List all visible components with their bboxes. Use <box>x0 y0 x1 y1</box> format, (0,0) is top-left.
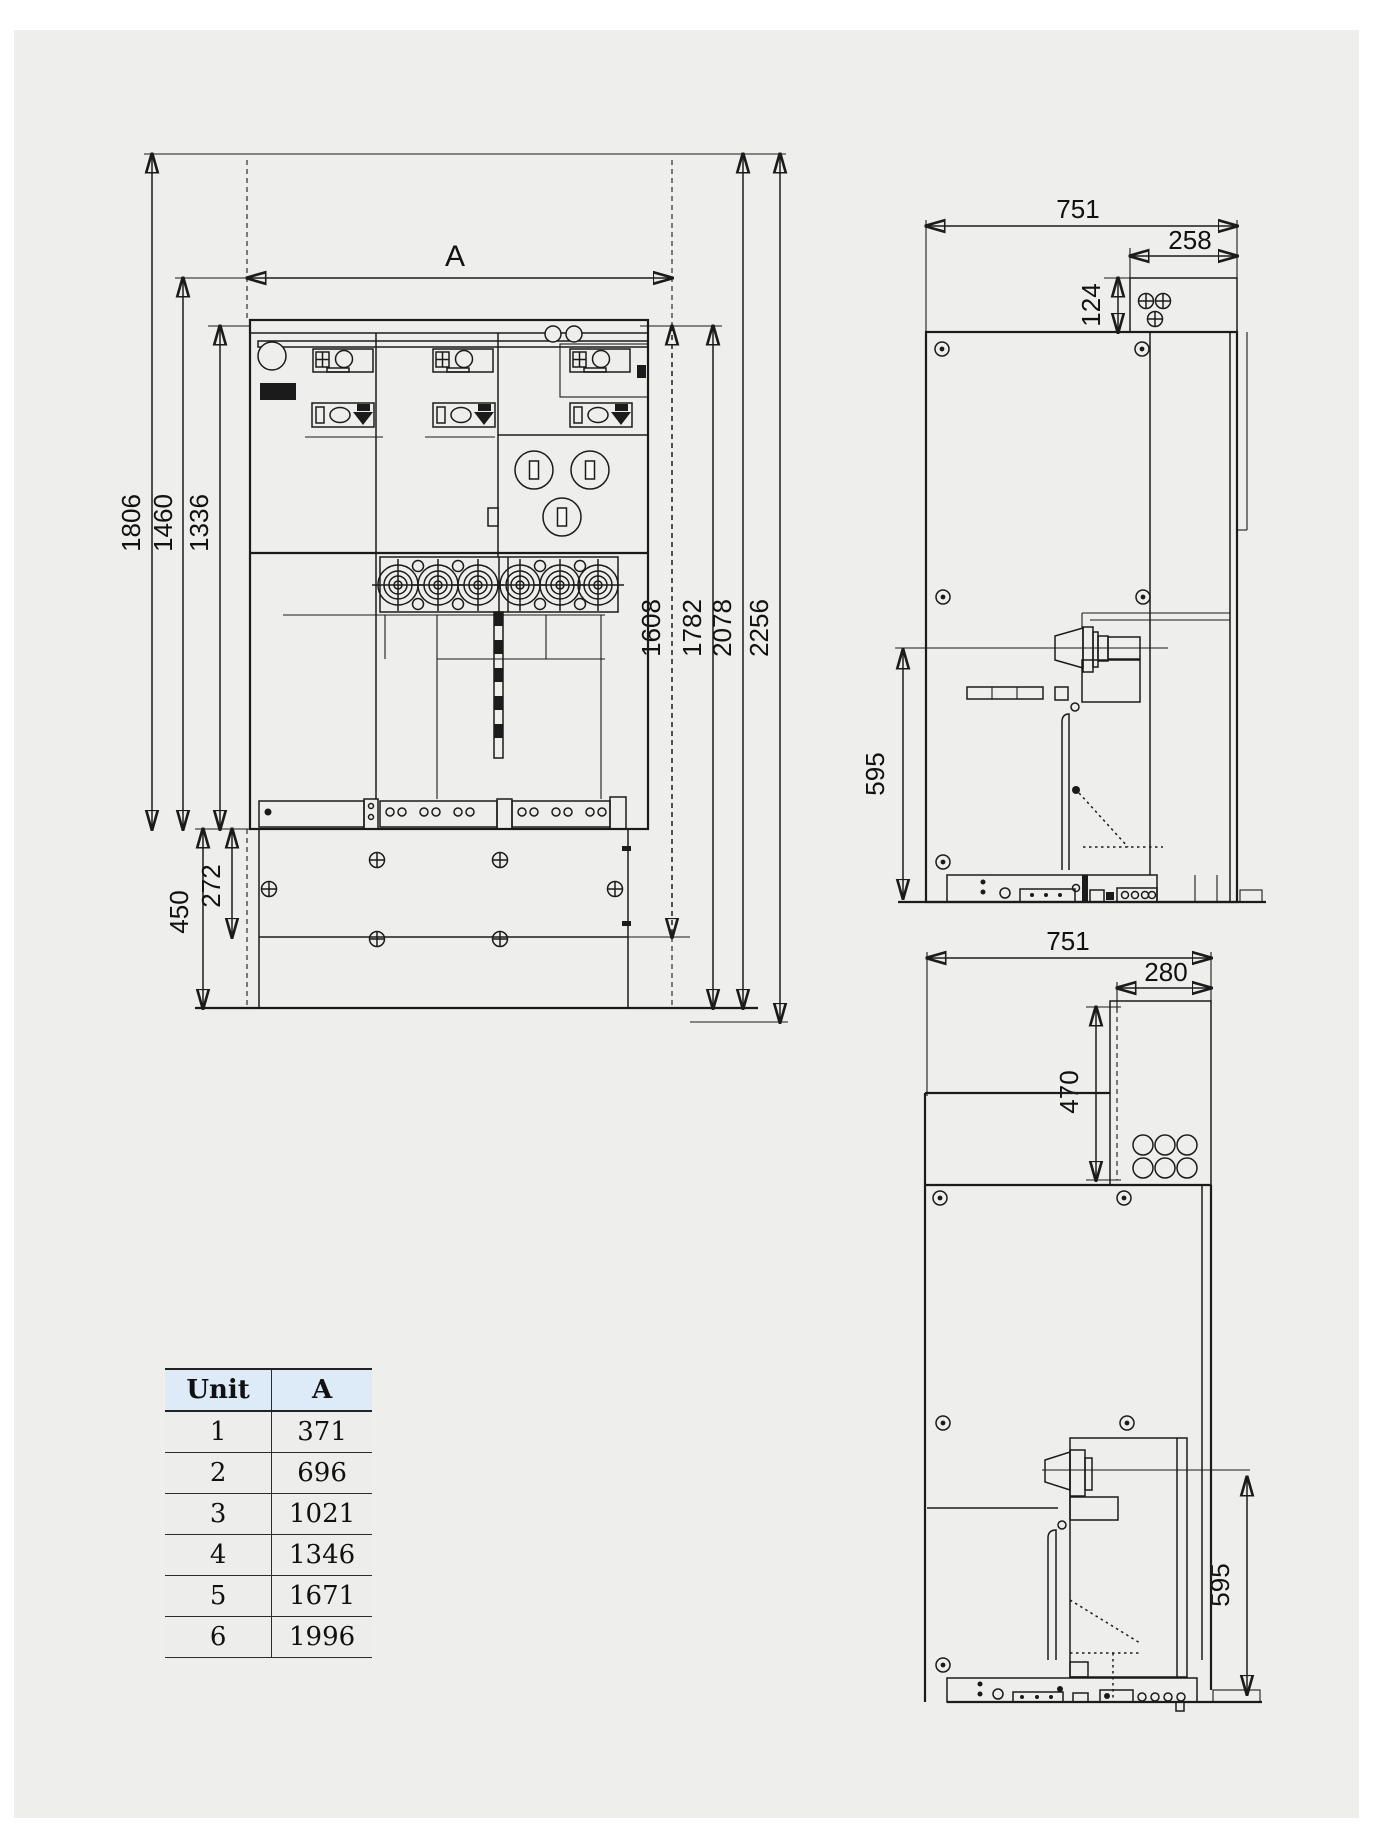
dim-label-a: A <box>444 240 466 273</box>
control-unit <box>433 349 493 372</box>
unit-dimension-table <box>165 1368 372 1658</box>
rear-duct-box <box>1110 1001 1211 1185</box>
switch-compartment <box>1070 1438 1187 1677</box>
operation-slot <box>433 403 495 427</box>
table-row <box>165 1453 372 1494</box>
operation-slot <box>312 403 374 427</box>
dim-label-2256: 2256 <box>744 599 774 657</box>
base-channel-bottom <box>947 1678 1260 1711</box>
dim-label-450: 450 <box>164 890 194 934</box>
dim-label-470: 470 <box>1054 1070 1084 1114</box>
a-cell: 1021 <box>272 1494 372 1535</box>
door-blade <box>1048 1530 1056 1660</box>
a-cell: 1996 <box>272 1617 372 1658</box>
dim-label-751-top: 751 <box>1056 194 1100 224</box>
base-channel-top <box>947 875 1262 902</box>
table-header-row <box>165 1369 372 1411</box>
cable-bushing <box>1045 1450 1118 1520</box>
dim-label-1782: 1782 <box>677 599 707 657</box>
table-row <box>165 1535 372 1576</box>
fuse-cover <box>571 451 609 489</box>
cable-terminals <box>372 557 624 612</box>
unit-cell: 3 <box>165 1494 272 1535</box>
table-row <box>165 1617 372 1658</box>
operation-slot <box>570 403 632 427</box>
top-indicator <box>566 326 582 342</box>
unit-cell: 4 <box>165 1535 272 1576</box>
a-cell: 371 <box>272 1411 372 1453</box>
cable-bushing <box>1055 613 1230 702</box>
dim-label-280: 280 <box>1144 957 1188 987</box>
control-unit <box>570 349 630 372</box>
unit-cell: 6 <box>165 1617 272 1658</box>
fuse-cover <box>515 451 553 489</box>
table-row <box>165 1494 372 1535</box>
dim-label-1336: 1336 <box>184 494 214 552</box>
side-view-top <box>860 194 1266 902</box>
a-cell: 696 <box>272 1453 372 1494</box>
dim-label-124: 124 <box>1076 283 1106 327</box>
dim-label-595-top: 595 <box>860 752 890 796</box>
dim-label-1460: 1460 <box>148 494 178 552</box>
side-view-bottom <box>925 926 1262 1711</box>
gland-plate-strip <box>259 797 626 829</box>
front-cabinet <box>250 320 648 829</box>
unit-cell: 1 <box>165 1411 272 1453</box>
side-cabinet-top <box>895 278 1266 902</box>
top-hatch-strip <box>250 320 648 333</box>
round-knob <box>258 342 286 370</box>
dim-label-1608: 1608 <box>636 599 666 657</box>
unit-cell: 2 <box>165 1453 272 1494</box>
dim-label-595-bottom: 595 <box>1205 1563 1235 1607</box>
door-blade <box>1062 714 1069 870</box>
dim-label-1806: 1806 <box>116 494 146 552</box>
cable-path-dashed <box>1079 793 1128 847</box>
a-cell: 1346 <box>272 1535 372 1576</box>
side-cabinet-bottom <box>925 1001 1262 1711</box>
dim-label-272: 272 <box>196 864 226 908</box>
front-view <box>116 154 788 1022</box>
cable-path-dashed <box>1070 1600 1140 1643</box>
top-indicator <box>545 326 561 342</box>
nameplate <box>260 383 296 400</box>
dim-label-751-bottom: 751 <box>1046 926 1090 956</box>
table-row <box>165 1411 372 1453</box>
col-header-a: A <box>272 1369 372 1411</box>
col-header-unit: Unit <box>165 1369 272 1411</box>
front-base <box>259 829 631 1008</box>
unit-cell: 5 <box>165 1576 272 1617</box>
a-cell: 1671 <box>272 1576 372 1617</box>
control-unit <box>313 349 373 372</box>
terminal-strip <box>967 687 1043 699</box>
fuse-cover <box>543 498 581 536</box>
table-row <box>165 1576 372 1617</box>
earthing-rod <box>494 612 503 758</box>
dim-label-2078: 2078 <box>707 599 737 657</box>
dim-label-258: 258 <box>1168 225 1212 255</box>
